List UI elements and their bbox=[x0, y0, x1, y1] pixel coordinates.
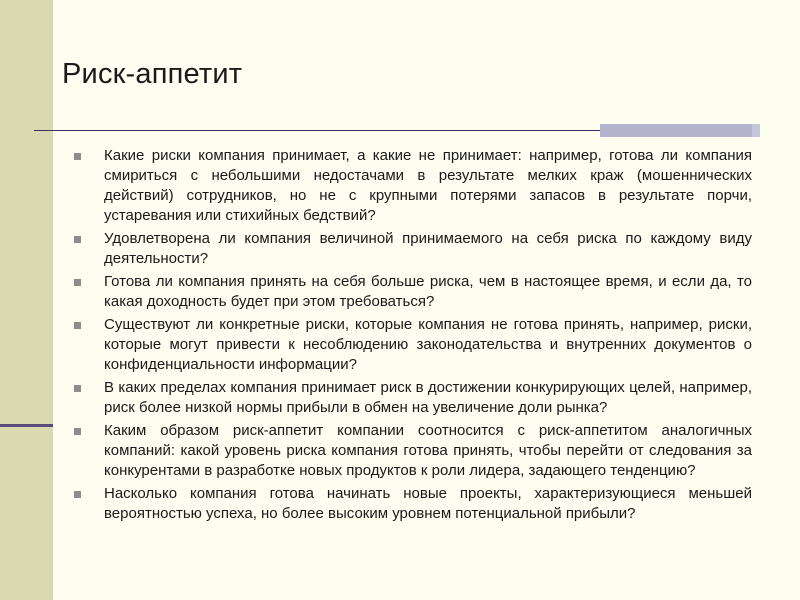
title-accent-bar-end bbox=[752, 124, 760, 137]
square-bullet-icon bbox=[74, 385, 81, 392]
bullet-item bbox=[74, 315, 752, 375]
square-bullet-icon bbox=[74, 322, 81, 329]
slide-title: Риск-аппетит bbox=[62, 58, 243, 90]
bullet-item bbox=[74, 421, 752, 481]
bullet-text: Насколько компания готова начинать новые проекты, характеризующиеся меньшей вероятностью успеха, но более высоким уровнем потенциальной прибыли? bbox=[104, 485, 752, 522]
square-bullet-icon bbox=[74, 279, 81, 286]
bullet-text: Каким образом риск-аппетит компании соотносится с риск-аппетитом аналогичных компаний: какой уровень риска компания готова принять, чтобы перейти от следования за конкурентами в разработке новых продуктов к роли лидера, задающего тенденцию? bbox=[104, 422, 752, 479]
bullet-item bbox=[74, 272, 752, 312]
bullet-list bbox=[74, 146, 752, 527]
bullet-item bbox=[74, 484, 752, 524]
title-accent-bar bbox=[600, 124, 760, 137]
title-divider-line bbox=[34, 130, 600, 131]
bullet-item bbox=[74, 146, 752, 226]
bullet-item bbox=[74, 229, 752, 269]
square-bullet-icon bbox=[74, 428, 81, 435]
bullet-text: Какие риски компания принимает, а какие не принимает: например, готова ли компания смириться с небольшими недостачами в результате мелких краж (мошеннических действий) сотрудников, но не с крупными потерями запасов в результате порчи, устаревания или стихийных бедствий? bbox=[104, 147, 752, 224]
square-bullet-icon bbox=[74, 236, 81, 243]
bullet-text: Готова ли компания принять на себя больше риска, чем в настоящее время, и если да, то какая доходность будет при этом требоваться? bbox=[104, 273, 752, 310]
bullet-text: В каких пределах компания принимает риск в достижении конкурирующих целей, например, риск более низкой нормы прибыли в обмен на увеличение доли рынка? bbox=[104, 379, 752, 416]
bullet-item bbox=[74, 378, 752, 418]
square-bullet-icon bbox=[74, 491, 81, 498]
square-bullet-icon bbox=[74, 153, 81, 160]
bullet-text: Существуют ли конкретные риски, которые компания не готова принять, например, риски, которые могут привести к несоблюдению законодательства и внутренних документов о конфиденциальности информации? bbox=[104, 316, 752, 373]
left-decorative-band bbox=[0, 0, 53, 600]
bullet-text: Удовлетворена ли компания величиной принимаемого на себя риска по каждому виду деятельности? bbox=[104, 230, 752, 267]
left-band-accent-line bbox=[0, 424, 53, 427]
